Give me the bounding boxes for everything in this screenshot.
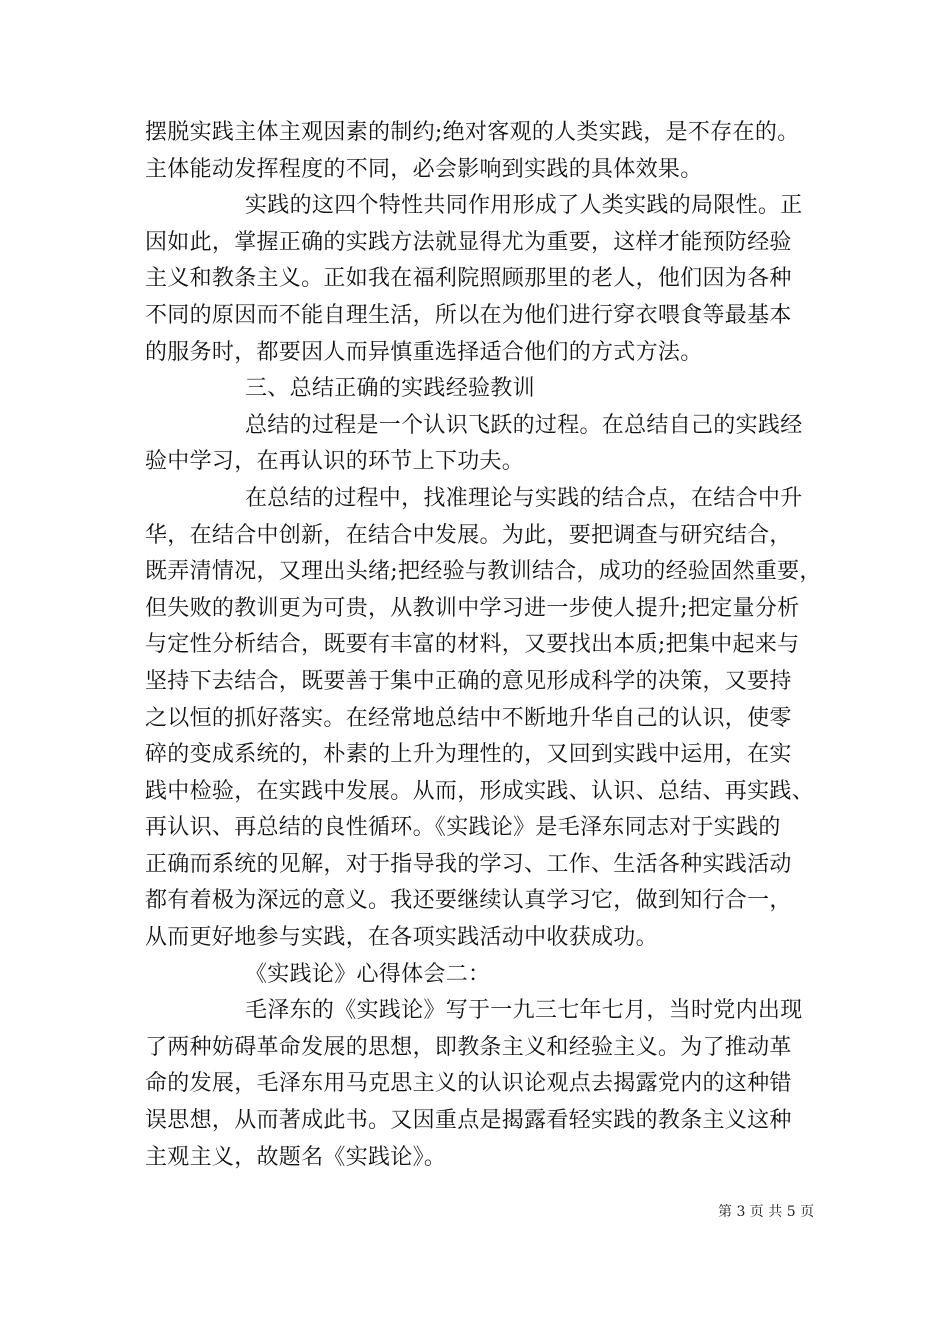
paragraph-start-line: 毛泽东的《实践论》写于一九三七年七月，当时党内出现 bbox=[245, 998, 803, 1024]
text-line: 摆脱实践主体主观因素的制约;绝对客观的人类实践，是不存在的。 bbox=[145, 120, 800, 145]
paragraph-start-line: 实践的这四个特性共同作用形成了人类实践的局限性。正 bbox=[245, 193, 803, 219]
paragraph-start-line: 总结的过程是一个认识飞跃的过程。在总结自己的实践经 bbox=[245, 412, 803, 438]
text-line: 从而更好地参与实践，在各项实践活动中收获成功。 bbox=[145, 925, 658, 951]
section-heading: 三、总结正确的实践经验教训 bbox=[245, 376, 535, 402]
text-line: 再认识、再总结的良性循环。《实践论》是毛泽东同志对于实践的 bbox=[145, 815, 781, 841]
text-line: 不同的原因而不能自理生活，所以在为他们进行穿衣喂食等最基本 bbox=[145, 302, 792, 328]
text-line: 主义和教条主义。正如我在福利院照顾那里的老人，他们因为各种 bbox=[145, 266, 792, 292]
text-line: 但失败的教训更为可贵，从教训中学习进一步使人提升;把定量分析 bbox=[145, 595, 800, 621]
text-line: 华，在结合中创新，在结合中发展。为此，要把调查与研究结合， bbox=[145, 522, 792, 548]
text-line: 既弄清情况，又理出头绪;把经验与教训结合，成功的经验固然重要， bbox=[145, 559, 822, 585]
text-line: 命的发展，毛泽东用马克思主义的认识论观点去揭露党内的这种错 bbox=[145, 1071, 792, 1097]
text-line: 因如此，掌握正确的实践方法就显得尤为重要，这样才能预防经验 bbox=[145, 229, 792, 255]
text-line: 了两种妨碍革命发展的思想，即教条主义和经验主义。为了推动革 bbox=[145, 1034, 792, 1060]
text-line: 之以恒的抓好落实。在经常地总结中不断地升华自己的认识，使零 bbox=[145, 705, 792, 731]
section-heading: 《实践论》心得体会二： bbox=[245, 961, 491, 987]
text-line: 与定性分析结合，既要有丰富的材料，又要找出本质;把集中起来与 bbox=[145, 632, 800, 658]
text-line: 碎的变成系统的，朴素的上升为理性的，又回到实践中运用，在实 bbox=[145, 742, 792, 768]
body-text bbox=[145, 115, 822, 1176]
text-line: 验中学习，在再认识的环节上下功夫。 bbox=[145, 449, 525, 475]
text-line: 误思想，从而著成此书。又因重点是揭露看轻实践的教条主义这种 bbox=[145, 1108, 792, 1134]
paragraph-start-line: 在总结的过程中，找准理论与实践的结合点，在结合中升 bbox=[245, 485, 803, 511]
text-line: 的服务时，都要因人而异慎重选择适合他们的方式方法。 bbox=[145, 339, 703, 365]
text-line: 坚持下去结合，既要善于集中正确的意见形成科学的决策，又要持 bbox=[145, 668, 792, 694]
text-line: 主观主义，故题名《实践论》。 bbox=[145, 1144, 447, 1170]
text-line: 正确而系统的见解，对于指导我的学习、工作、生活各种实践活动 bbox=[145, 851, 792, 877]
page-number-footer: 第 3 页 共 5 页 bbox=[718, 1204, 815, 1220]
text-line: 都有着极为深远的意义。我还要继续认真学习它，做到知行合一， bbox=[145, 888, 792, 914]
text-line: 主体能动发挥程度的不同，必会影响到实践的具体效果。 bbox=[145, 156, 703, 182]
text-line: 践中检验，在实践中发展。从而，形成实践、认识、总结、再实践、 bbox=[145, 778, 815, 804]
